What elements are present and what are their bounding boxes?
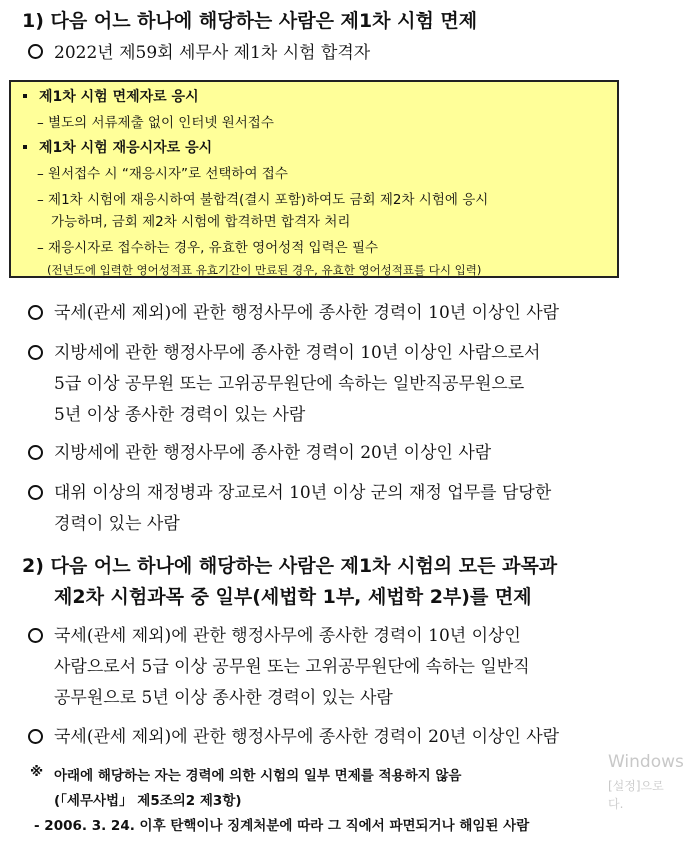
list-item-continued: 경력이 있는 사람 xyxy=(54,514,180,534)
note-line: 아래에 해당하는 자는 경력에 의한 시험의 일부 면제를 적용하지 않음 xyxy=(54,768,462,784)
square-bullet-icon xyxy=(23,94,27,98)
circle-bullet-icon xyxy=(28,44,43,59)
circle-bullet-icon xyxy=(28,445,43,460)
activation-watermark-text: 다. xyxy=(608,797,624,811)
section2-title: 2) 다음 어느 하나에 해당하는 사람은 제1차 시험의 모든 과목과 xyxy=(22,555,558,577)
circle-bullet-icon xyxy=(28,305,43,320)
list-item-continued: 5년 이상 종사한 경력이 있는 사람 xyxy=(54,405,306,425)
square-bullet-icon xyxy=(23,145,27,149)
list-item-continued: 공무원으로 5년 이상 종사한 경력이 있는 사람 xyxy=(54,688,393,708)
note-line: (「세무사법」 제5조의2 제3항) xyxy=(54,793,242,809)
activation-watermark-title: Windows xyxy=(608,752,684,772)
circle-bullet-icon xyxy=(28,628,43,643)
activation-watermark-text: [설정]으로 xyxy=(608,779,664,793)
box-item-text: 재응시자로 접수하는 경우, 유효한 영어성적 입력은 필수 xyxy=(48,240,379,256)
box-item-text: 원서접수 시 “재응시자”로 선택하여 접수 xyxy=(48,166,288,182)
notice-box xyxy=(9,80,619,278)
list-item: 국세(관세 제외)에 관한 행정사무에 종사한 경력이 10년 이상인 사람 xyxy=(54,303,560,323)
box-footnote: (전년도에 입력한 영어성적표 유효기간이 만료된 경우, 유효한 영어성적표를 다시 입력) xyxy=(47,263,482,277)
list-item: 대위 이상의 재정병과 장교로서 10년 이상 군의 재정 업무를 담당한 xyxy=(54,483,552,503)
circle-bullet-icon xyxy=(28,345,43,360)
box-item-text: 별도의 서류제출 없이 인터넷 원서접수 xyxy=(48,115,274,131)
box-item: – 재응시자로 접수하는 경우, 유효한 영어성적 입력은 필수 xyxy=(37,240,379,256)
box-item: – 별도의 서류제출 없이 인터넷 원서접수 xyxy=(37,115,274,131)
circle-bullet-icon xyxy=(28,485,43,500)
box-heading-exempt: 제1차 시험 면제자로 응시 xyxy=(39,89,199,105)
list-item-continued: 5급 이상 공무원 또는 고위공무원단에 속하는 일반직공무원으로 xyxy=(54,374,525,394)
box-item-continued: 가능하며, 금회 제2차 시험에 합격하면 합격자 처리 xyxy=(51,214,351,230)
section2-title-continued: 제2차 시험과목 중 일부(세법학 1부, 세법학 2부)를 면제 xyxy=(54,586,532,608)
note-line: - 2006. 3. 24. 이후 탄핵이나 징계처분에 따라 그 직에서 파면되거나 해임된 사람 xyxy=(34,818,530,834)
box-item: – 제1차 시험에 재응시하여 불합격(결시 포함)하여도 금회 제2차 시험에 응시 xyxy=(37,192,489,208)
list-item: 국세(관세 제외)에 관한 행정사무에 종사한 경력이 10년 이상인 xyxy=(54,626,521,646)
list-item: 지방세에 관한 행정사무에 종사한 경력이 10년 이상인 사람으로서 xyxy=(54,343,541,363)
box-heading-reapply: 제1차 시험 재응시자로 응시 xyxy=(39,140,213,156)
circle-bullet-icon xyxy=(28,729,43,744)
section1-title: 1) 다음 어느 하나에 해당하는 사람은 제1차 시험 면제 xyxy=(22,10,478,32)
list-item: 지방세에 관한 행정사무에 종사한 경력이 20년 이상인 사람 xyxy=(54,443,492,463)
section1-lead: 2022년 제59회 세무사 제1차 시험 합격자 xyxy=(54,43,371,63)
list-item: 국세(관세 제외)에 관한 행정사무에 종사한 경력이 20년 이상인 사람 xyxy=(54,727,560,747)
box-item: – 원서접수 시 “재응시자”로 선택하여 접수 xyxy=(37,166,288,182)
note-mark: ※ xyxy=(30,764,44,780)
box-item-text: 제1차 시험에 재응시하여 불합격(결시 포함)하여도 금회 제2차 시험에 응시 xyxy=(48,192,489,208)
list-item-continued: 사람으로서 5급 이상 공무원 또는 고위공무원단에 속하는 일반직 xyxy=(54,657,530,677)
